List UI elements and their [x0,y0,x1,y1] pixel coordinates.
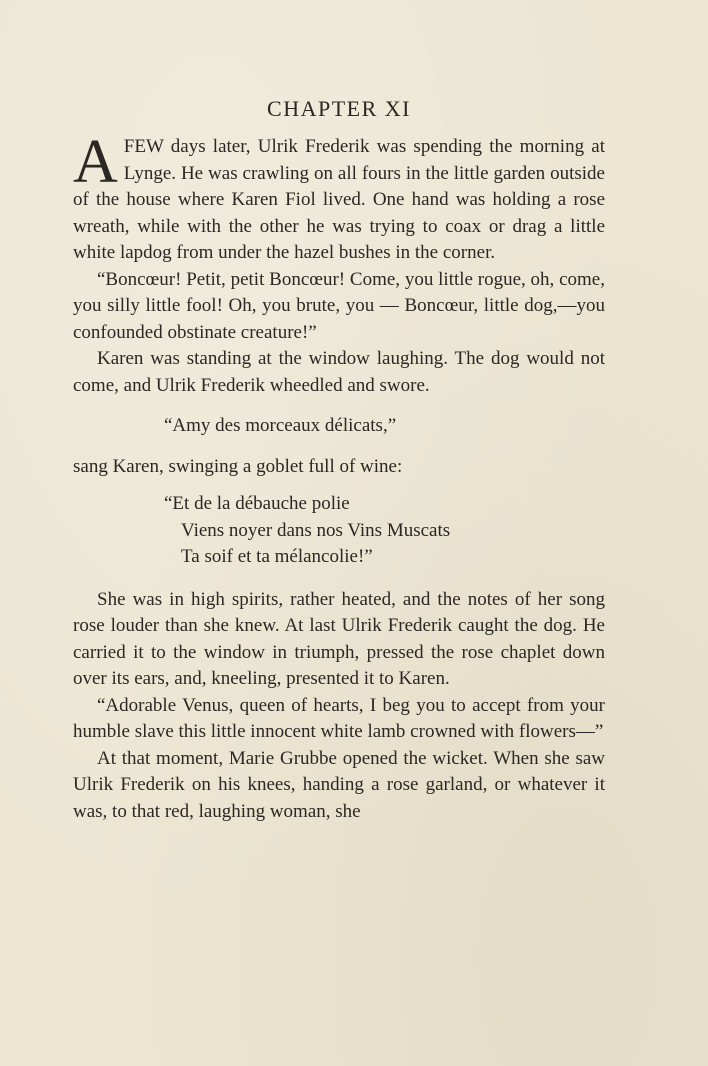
verse-1-line: “Amy des morceaux délicats,” [164,415,397,436]
verse-2-line-3: Ta soif et ta mélancolie!” [181,546,373,567]
verse-2-line-1: “Et de la débauche polie [164,493,350,514]
paragraph-3: Karen was standing at the window laughing. The dog would not come, and Ulrik Frederik wheedled and swore. [73,348,605,396]
verse-quote-2 [73,491,605,571]
paragraph-6: “Adorable Venus, queen of hearts, I beg you to accept from your humble slave this little innocent white lamb crowned with flowers—” [73,694,605,742]
paragraph-2: “Boncœur! Petit, petit Boncœur! Come, you little rogue, oh, come, you silly little fool! Oh, you brute, you — Boncœur, little dog,—you confounded obstinate creature!” [73,268,605,343]
chapter-title: CHAPTER XI [267,96,411,121]
book-page [73,96,605,825]
paragraph-7: At that moment, Marie Grubbe opened the wicket. When she saw Ulrik Frederik on his knees, handing a rose garland, or whatever it was, to that red, laughing woman, she [73,747,605,822]
paragraph-4: sang Karen, swinging a goblet full of wine: [73,455,403,477]
paragraph-1-text: FEW days later, Ulrik Frederik was spending the morning at Lynge. He was crawling on all fours in the little garden outside of the house where Karen Fiol lived. One hand was holding a rose wreath, while with the other he was trying to coax or drag a little white lapdog from under the hazel bushes in the corner. [73,136,605,263]
paragraph-1 [73,128,605,267]
chapter-body [73,128,605,825]
verse-2-line-2: Viens noyer dans nos Vins Muscats [181,519,451,541]
verse-quote-1 [73,413,605,440]
drop-cap: A [73,128,118,196]
paragraph-5: She was in high spirits, rather heated, and the notes of her song rose louder than she knew. At last Ulrik Frederik caught the dog. He carried it to the window in triumph, pressed the rose chaplet down over its ears, and, kneeling, presented it to Karen. [73,588,605,689]
